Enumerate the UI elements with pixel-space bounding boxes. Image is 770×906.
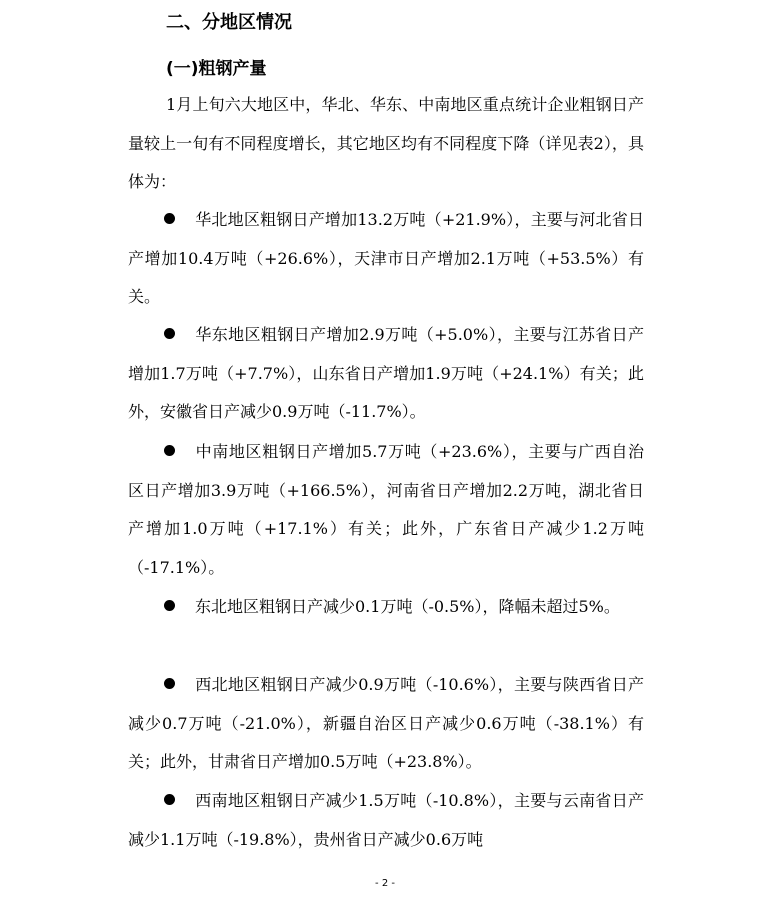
bullet-text: 华东地区粗钢日产增加2.9万吨（+5.0%），主要与江苏省日产增加1.7万吨（+7.7%），山东省日产增加1.9万吨（+24.1%）有关；此外，安徽省日产减少0.9万吨（-11.7%）。 xyxy=(128,325,644,421)
bullet-text: 中南地区粗钢日产增加5.7万吨（+23.6%），主要与广西自治区日产增加3.9万吨（+166.5%），河南省日产增加2.2万吨，湖北省日产增加1.0万吨（+17.1%）有关；此外，广东省日产减少1.2万吨（-17.1%）。 xyxy=(128,442,644,577)
intro-paragraph: 1月上旬六大地区中，华北、华东、中南地区重点统计企业粗钢日产量较上一旬有不同程度增长，其它地区均有不同程度下降（详见表2），具体为： xyxy=(128,95,644,191)
bullet-item-north-china xyxy=(128,201,644,317)
bullet-dot xyxy=(164,600,175,611)
bullet-text: 西北地区粗钢日产减少0.9万吨（-10.6%），主要与陕西省日产减少0.7万吨（-21.0%），新疆自治区日产减少0.6万吨（-38.1%）有关；此外，甘肃省日产增加0.5万吨（+23.8%）。 xyxy=(128,675,644,771)
bullet-dot xyxy=(164,678,175,689)
bullet-item-east-china xyxy=(128,316,644,432)
bullet-dot xyxy=(164,328,175,339)
bullet-item-northeast xyxy=(128,588,644,627)
bullet-item-northwest xyxy=(128,666,644,782)
bullet-item-central-south xyxy=(128,433,644,587)
bullet-dot xyxy=(164,445,175,456)
bullet-text: 东北地区粗钢日产减少0.1万吨（-0.5%），降幅未超过5%。 xyxy=(195,597,620,616)
subsection-heading: (一)粗钢产量 xyxy=(166,59,267,79)
bullet-dot xyxy=(164,213,175,224)
page-number: - 2 - xyxy=(375,878,395,889)
bullet-text: 华北地区粗钢日产增加13.2万吨（+21.9%），主要与河北省日产增加10.4万吨（+26.6%），天津市日产增加2.1万吨（+53.5%）有关。 xyxy=(128,210,644,306)
section-heading: 二、分地区情况 xyxy=(166,12,292,33)
bullet-text: 西南地区粗钢日产减少1.5万吨（-10.8%），主要与云南省日产减少1.1万吨（-19.8%），贵州省日产减少0.6万吨 xyxy=(128,791,644,849)
bullet-item-southwest xyxy=(128,782,644,859)
bullet-dot xyxy=(164,794,175,805)
